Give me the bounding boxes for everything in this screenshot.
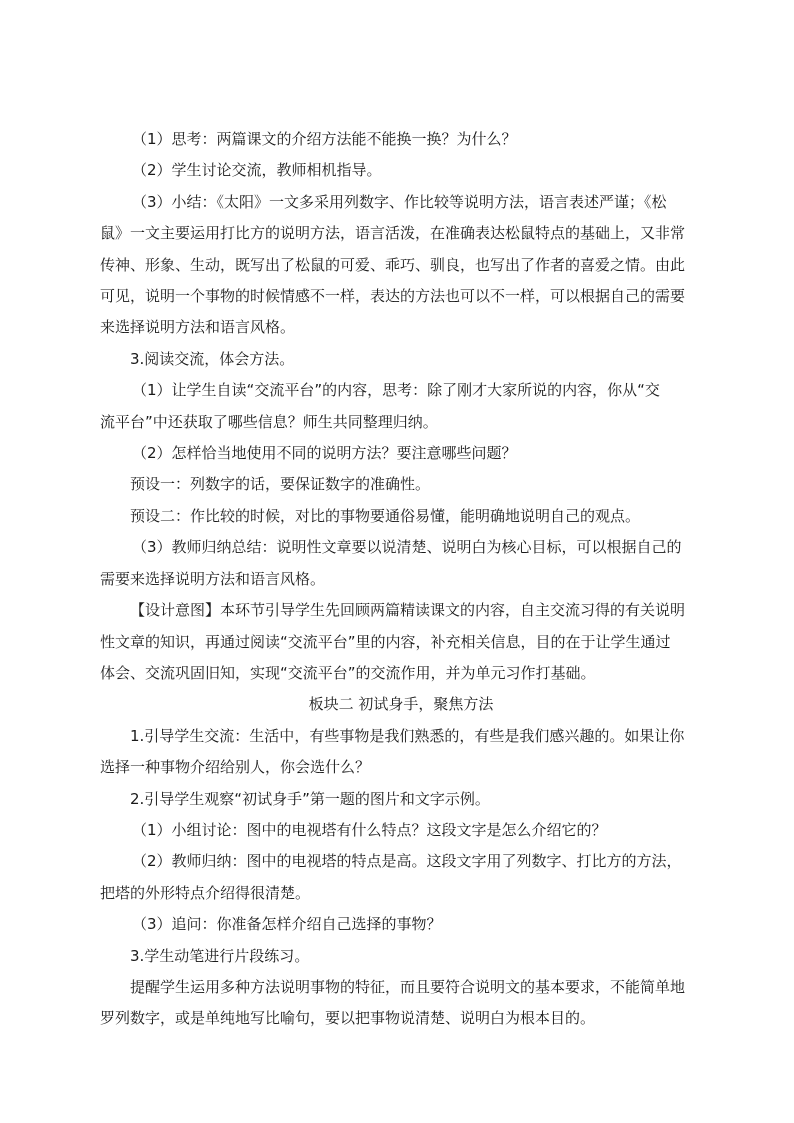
text-line: 【设计意图】本环节引导学生先回顾两篇精读课文的内容，自主交流习得的有关说明 xyxy=(130,601,686,620)
text-line: 把塔的外形特点介绍得很清楚。 xyxy=(100,883,311,902)
text-line: 鼠》一文主要运用打比方的说明方法，语言活泼，在准确表达松鼠特点的基础上，又非常 xyxy=(100,224,686,243)
text-line: （3）追问：你准备怎样介绍自己选择的事物？ xyxy=(132,915,442,934)
text-line: （2）怎样恰当地使用不同的说明方法？要注意哪些问题？ xyxy=(132,444,517,463)
text-line: （1）思考：两篇课文的介绍方法能不能换一换？为什么？ xyxy=(132,130,517,148)
text-line: 传神、形象、生动，既写出了松鼠的可爱、乖巧、驯良，也写出了作者的喜爱之情。由此 xyxy=(100,255,686,274)
text-line: 体会、交流巩固旧知，实现“交流平台”的交流作用，并为单元习作打基础。 xyxy=(100,663,596,682)
section-heading: 板块二 初试身手，聚焦方法 xyxy=(308,695,494,714)
text-line: （3）小结：《太阳》一文多采用列数字、作比较等说明方法，语言表述严谨；《松 xyxy=(132,192,667,211)
text-line: 可见，说明一个事物的时候情感不一样，表达的方法也可以不一样，可以根据自己的需要 xyxy=(100,287,686,306)
text-line: 预设二：作比较的时候，对比的事物要通俗易懂，能明确地说明自己的观点。 xyxy=(130,506,641,525)
text-line: 3.阅读交流，体会方法。 xyxy=(130,349,295,368)
text-line: （3）教师归纳总结：说明性文章要以说清楚、说明白为核心目标，可以根据自己的 xyxy=(132,538,682,557)
text-line: 预设一：列数字的话，要保证数字的准确性。 xyxy=(130,475,431,494)
text-line: （2）学生讨论交流，教师相机指导。 xyxy=(132,161,382,180)
text-line: （1）小组讨论：图中的电视塔有什么特点？这段文字是怎么介绍它的？ xyxy=(132,820,607,839)
text-line: 需要来选择说明方法和语言风格。 xyxy=(100,569,326,588)
text-line: 流平台”中还获取了哪些信息？师生共同整理归纳。 xyxy=(100,412,438,431)
text-line: 选择一种事物介绍给别人，你会选什么？ xyxy=(100,758,371,777)
text-line: 提醒学生运用多种方法说明事物的特征，而且要符合说明文的基本要求，不能简单地 xyxy=(130,977,686,996)
text-line: 3.学生动笔进行片段练习。 xyxy=(130,946,310,965)
text-line: 罗列数字，或是单纯地写比喻句，要以把事物说清楚、说明白为根本目的。 xyxy=(100,1009,596,1028)
text-line: 1.引导学生交流：生活中，有些事物是我们熟悉的，有些是我们感兴趣的。如果让你 xyxy=(130,726,685,745)
text-line: 2.引导学生观察“初试身手”第一题的图片和文字示例。 xyxy=(130,789,490,808)
text-line: 来选择说明方法和语言风格。 xyxy=(100,318,296,337)
text-line: 性文章的知识，再通过阅读“交流平台”里的内容，补充相关信息，目的在于让学生通过 xyxy=(100,632,671,651)
body-text xyxy=(100,124,702,1035)
text-line: （2）教师归纳：图中的电视塔的特点是高。这段文字用了列数字、打比方的方法， xyxy=(132,852,682,871)
text-line: （1）让学生自读“交流平台”的内容，思考：除了刚才大家所说的内容，你从“交 xyxy=(132,381,660,400)
